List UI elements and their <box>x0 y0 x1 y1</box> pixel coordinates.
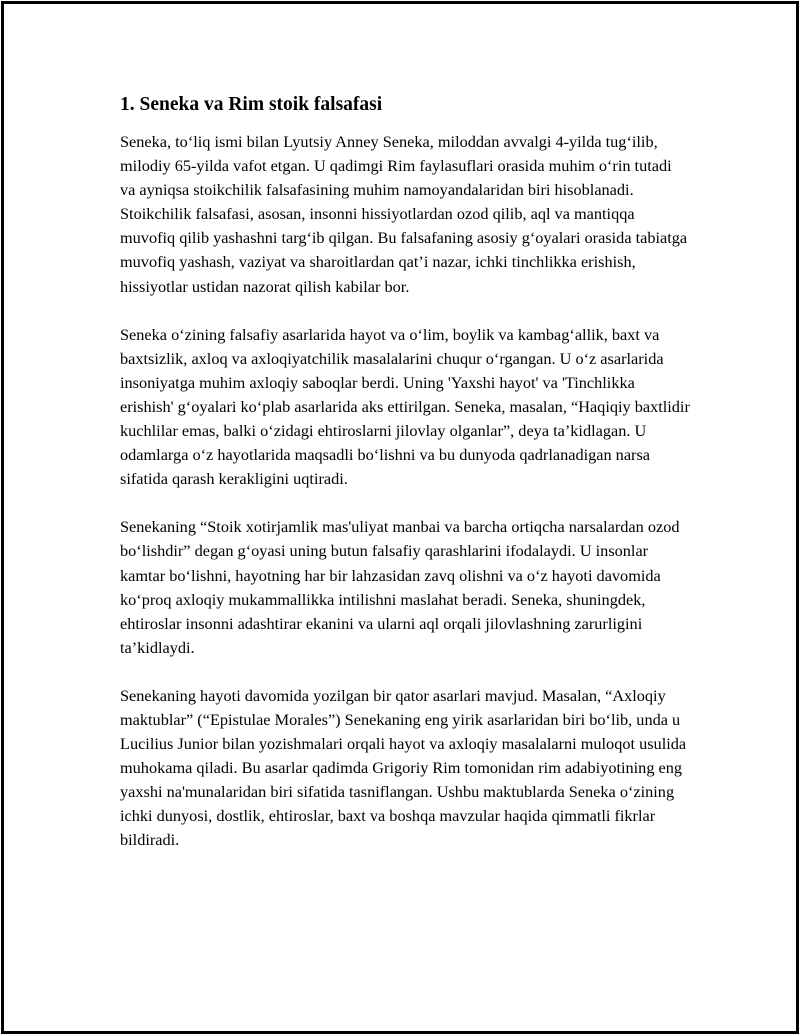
paragraph-2: Seneka o‘zining falsafiy asarlarida hayot va o‘lim, boylik va kambag‘allik, baxt va baxtsizlik, axloq va axloqiyatchilik masalalarini chuqur o‘rgangan. U o‘z asarlarida insoniyatga muhim axloqiy saboqlar berdi. Uning 'Yaxshi hayot' va 'Tinchlikka erishish' g‘oyalari ko‘plab asarlarida aks ettirilgan. Seneka, masalan, “Haqiqiy baxtlidir kuchlilar emas, balki o‘zidagi ehtiroslarni jilovlay olganlar”, deya ta’kidlagan. U odamlarga o‘z hayotlarida maqsadli bo‘lishni va bu dunyoda qadrlanadigan narsa sifatida qarash kerakligini uqtiradi. <box>120 324 690 489</box>
paragraph-1: Seneka, to‘liq ismi bilan Lyutsiy Anney Seneka, miloddan avvalgi 4-yilda tug‘ilib, milodiy 65-yilda vafot etgan. U qadimgi Rim faylasuflari orasida muhim o‘rin tutadi va ayniqsa stoikchilik falsafasining muhim namoyandalaridan biri hisoblanadi. Stoikchilik falsafasi, asosan, insonni hissiyotlardan ozod qilib, aql va mantiqqa muvofiq qilib yashashni targ‘ib qilgan. Bu falsafaning asosiy g‘oyalari orasida tabiatga muvofiq yashash, vaziyat va sharoitlardan qat’i nazar, ichki tinchlikka erishish, hissiyotlar ustidan nazorat qilish kabilar bor. <box>120 132 688 296</box>
paragraph-4: Senekaning hayoti davomida yozilgan bir qator asarlari mavjud. Masalan, “Axloqiy maktublar” (“Epistulae Morales”) Senekaning eng yirik asarlaridan biri bo‘lib, unda u Lucilius Junior bilan yozishmalari orqali hayot va axloqiy masalalarni muloqot usulida muhokama qiladi. Bu asarlar qadimda Grigoriy Rim tomonidan rim adabiyotining eng yaxshi na'munalaridan biri sifatida tasniflangan. Ushbu maktublarda Seneka o‘zining ichki dunyosi, dostlik, ehtiroslar, baxt va boshqa mavzular haqida qimmatli fikrlar bildiradi. <box>120 685 687 850</box>
page-frame <box>1 1 799 1034</box>
document-body <box>120 92 690 877</box>
section-heading: 1. Seneka va Rim stoik falsafasi <box>120 94 383 115</box>
paragraph-3: Senekaning “Stoik xotirjamlik mas'uliyat manbai va barcha ortiqcha narsalardan ozod bo‘lishdir” degan g‘oyasi uning butun falsafiy qarashlarini ifodalaydi. U insonlar kamtar bo‘lishni, hayotning har bir lahzasidan zavq olishni va o‘z hayoti davomida ko‘proq axloqiy mukammallikka intilishni maslahat beradi. Seneka, shuningdek, ehtiroslar insonni adashtirar ekanini va ularni aql orqali jilovlashning zarurligini ta’kidlaydi. <box>120 517 680 657</box>
